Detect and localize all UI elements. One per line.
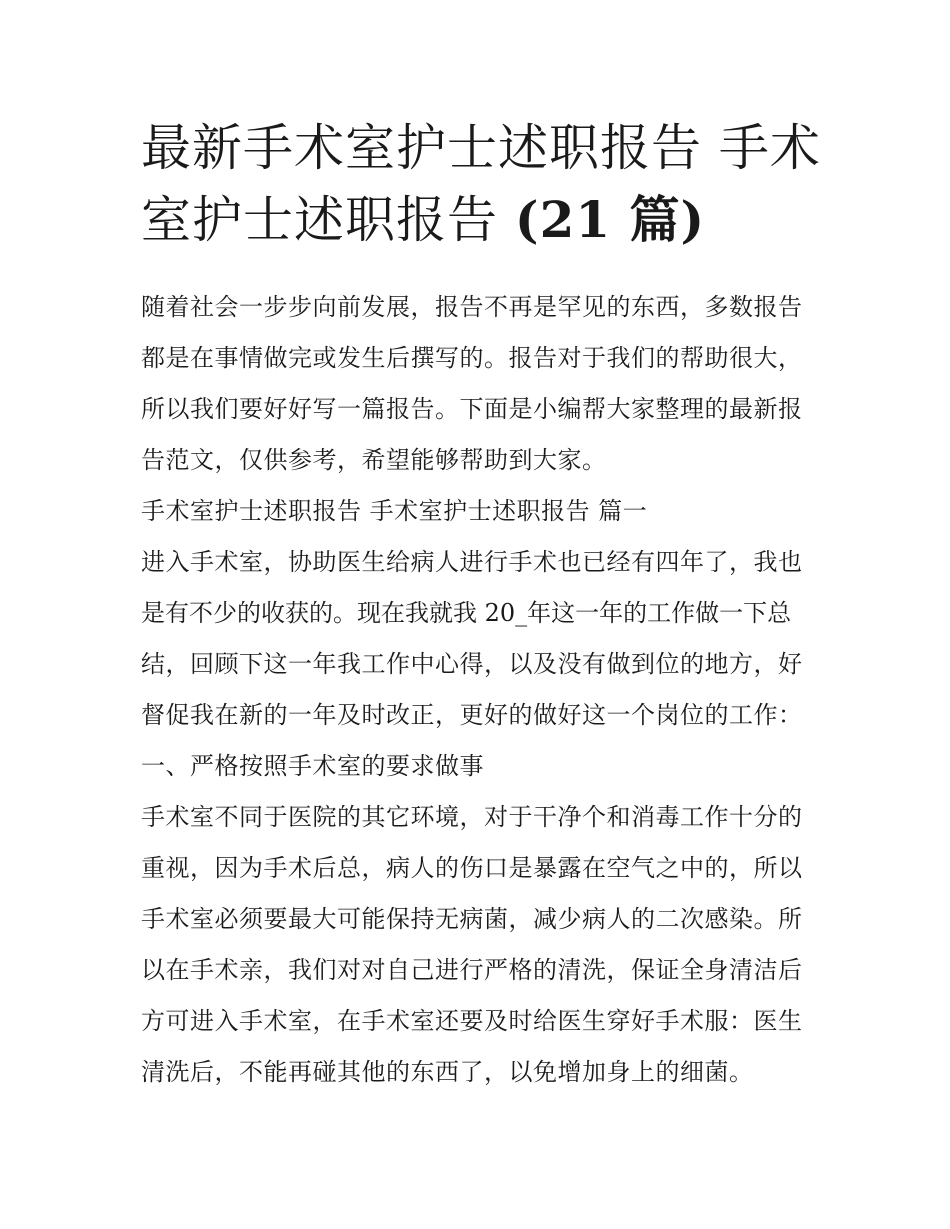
document-title bbox=[141, 112, 821, 256]
paragraph-line: 是有不少的收获的。现在我就我 20_年这一年的工作做一下总 bbox=[141, 599, 792, 627]
paragraph-line: 清洗后，不能再碰其他的东西了，以免增加身上的细菌。 bbox=[141, 1058, 754, 1086]
paragraph-line: 手术室不同于医院的其它环境，对于干净个和消毒工作十分的 bbox=[141, 803, 803, 831]
paragraph-line: 方可进入手术室，在手术室还要及时给医生穿好手术服：医生 bbox=[141, 1007, 803, 1035]
paragraph-line: 重视，因为手术后总，病人的伤口是暴露在空气之中的，所以 bbox=[141, 854, 803, 882]
title-line-2 bbox=[141, 184, 813, 256]
document-body bbox=[141, 282, 813, 1098]
paragraph-line: 以在手术亲，我们对对自己进行严格的清洗，保证全身清洁后 bbox=[141, 956, 803, 984]
title-count: (21 篇) bbox=[514, 190, 706, 249]
section-heading: 手术室护士述职报告 手术室护士述职报告 篇一 bbox=[141, 497, 648, 525]
paragraph-line: 进入手术室，协助医生给病人进行手术也已经有四年了，我也 bbox=[141, 548, 803, 576]
paragraph-line: 都是在事情做完或发生后撰写的。报告对于我们的帮助很大， bbox=[141, 344, 803, 372]
paragraph-line: 所以我们要好好写一篇报告。下面是小编帮大家整理的最新报 bbox=[141, 395, 803, 423]
section-heading: 一、严格按照手术室的要求做事 bbox=[141, 752, 484, 780]
document-content bbox=[141, 112, 821, 1098]
paragraph-line: 随着社会一步步向前发展，报告不再是罕见的东西，多数报告 bbox=[141, 293, 803, 321]
paragraph-line: 告范文，仅供参考，希望能够帮助到大家。 bbox=[141, 446, 607, 474]
paragraph-line: 手术室必须要最大可能保持无病菌，减少病人的二次感染。所 bbox=[141, 905, 803, 933]
paragraph-line: 督促我在新的一年及时改正，更好的做好这一个岗位的工作： bbox=[141, 701, 803, 729]
title-line-2-text: 室护士述职报告 bbox=[141, 191, 515, 249]
paragraph-line: 结，回顾下这一年我工作中心得，以及没有做到位的地方，好 bbox=[141, 650, 803, 678]
title-line-1: 最新手术室护士述职报告 手术 bbox=[141, 119, 821, 177]
